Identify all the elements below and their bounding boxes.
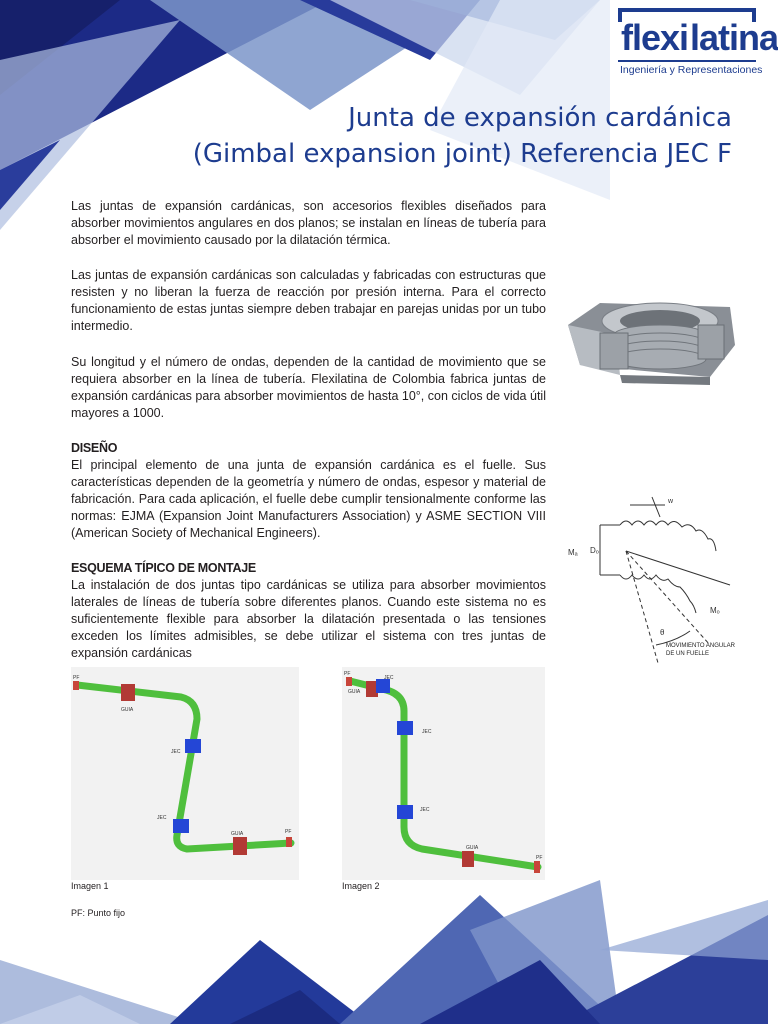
- diagram-label-do: Dₒ: [590, 546, 599, 555]
- img2-label-jec2: JEC: [420, 807, 430, 813]
- img1-label-pf2: PF: [285, 829, 292, 835]
- logo-word-flexi: flexi: [621, 17, 689, 58]
- mounting-section: [71, 560, 546, 662]
- img2-label-jec0: JEC: [384, 675, 394, 681]
- img2-label-pf2: PF: [536, 855, 543, 861]
- image-1-caption: Imagen 1: [71, 881, 109, 891]
- brand-logo: [618, 6, 778, 84]
- intro-paragraph-3: [71, 354, 546, 422]
- diagram-caption-line1: MOVIMIENTO ANGULAR: [666, 643, 735, 649]
- design-text: El principal elemento de una junta de expansión cardánica es el fuelle. Sus características dependen de la geometría y número de ondas, espesor y material de fabricación. Para cada aplicación, el fuelle debe cumplir tensionalmente conforme las normas: EJMA (Expansion Joint Manufacturers Association) y ASME SECTION VIII (American Society of Mechanical Engineers).: [71, 458, 546, 540]
- diagram-label-mo: Mₒ: [710, 606, 720, 615]
- design-heading: DISEÑO: [71, 441, 118, 455]
- img2-label-jec1: JEC: [422, 729, 432, 735]
- logo-word-latina: latina: [690, 17, 778, 58]
- design-section: [71, 440, 546, 542]
- mounting-image-2: [342, 667, 545, 880]
- page-title-line2: (Gimbal expansion joint) Referencia JEC F: [192, 139, 732, 169]
- img1-label-guia1: GUIA: [121, 707, 134, 713]
- diagram-label-theta: θ: [660, 628, 665, 637]
- diagram-caption-line2: DE UN FUELLE: [666, 651, 710, 657]
- mounting-image-1: [71, 667, 299, 880]
- img2-label-pf1: PF: [344, 671, 351, 677]
- mounting-heading: ESQUEMA TÍPICO DE MONTAJE: [71, 561, 256, 575]
- logo-underline: [618, 60, 756, 62]
- img1-label-pf1: PF: [73, 675, 80, 681]
- logo-frame-top: [618, 8, 756, 12]
- img2-label-guia2: GUIA: [466, 845, 479, 851]
- paragraph-text: Las juntas de expansión cardánicas, son accesorios flexibles diseñados para absorber movimientos angulares en dos planos; se instalan en líneas de tubería para absorber el movimiento causado por la dilatación térmica.: [71, 199, 546, 247]
- bellows-angular-diagram: [560, 495, 740, 665]
- img1-label-jec2: JEC: [157, 815, 167, 821]
- paragraph-text: Su longitud y el número de ondas, dependen de la cantidad de movimiento que se requiera absorber en la línea de tubería. Flexilatina de Colombia fabrica juntas de expansión cardánicas para absorber movimientos de hasta 10°, con ciclos de vida útil mayores a 1000.: [71, 355, 546, 420]
- diagram-label-md: Mₐ: [568, 548, 578, 557]
- image-2-caption: Imagen 2: [342, 881, 380, 891]
- diagram-label-w: w: [668, 498, 674, 505]
- intro-paragraph-2: [71, 267, 546, 335]
- footnote: PF: Punto fijo: [71, 908, 126, 918]
- img2-label-guia1: GUIA: [348, 689, 361, 695]
- page-title-line1: Junta de expansión cardánica: [348, 103, 732, 133]
- page-title: [193, 100, 732, 172]
- logo-tagline: Ingeniería y Representaciones: [620, 64, 763, 76]
- img1-label-jec1: JEC: [171, 749, 181, 755]
- gimbal-joint-photo: [560, 285, 740, 395]
- intro-paragraph-1: [71, 198, 546, 249]
- img1-label-guia2: GUIA: [231, 831, 244, 837]
- paragraph-text: Las juntas de expansión cardánicas son calculadas y fabricadas con estructuras que resisten y no liberan la fuerza de reacción por presión interna. Para el correcto funcionamiento de estas juntas siempre deben trabajar en parejas unidas por un tubo intermedio.: [71, 268, 546, 333]
- mounting-text: La instalación de dos juntas tipo cardánicas se utiliza para absorber movimientos laterales de líneas de tubería sobre diferentes planos. Cuando este sistema no es suficientemente flexible para absorber la dilatación presentada o las tensiones exceden los límites admisibles, se debe utilizar el sistema con tres juntas de expansión cardánicas: [71, 578, 546, 660]
